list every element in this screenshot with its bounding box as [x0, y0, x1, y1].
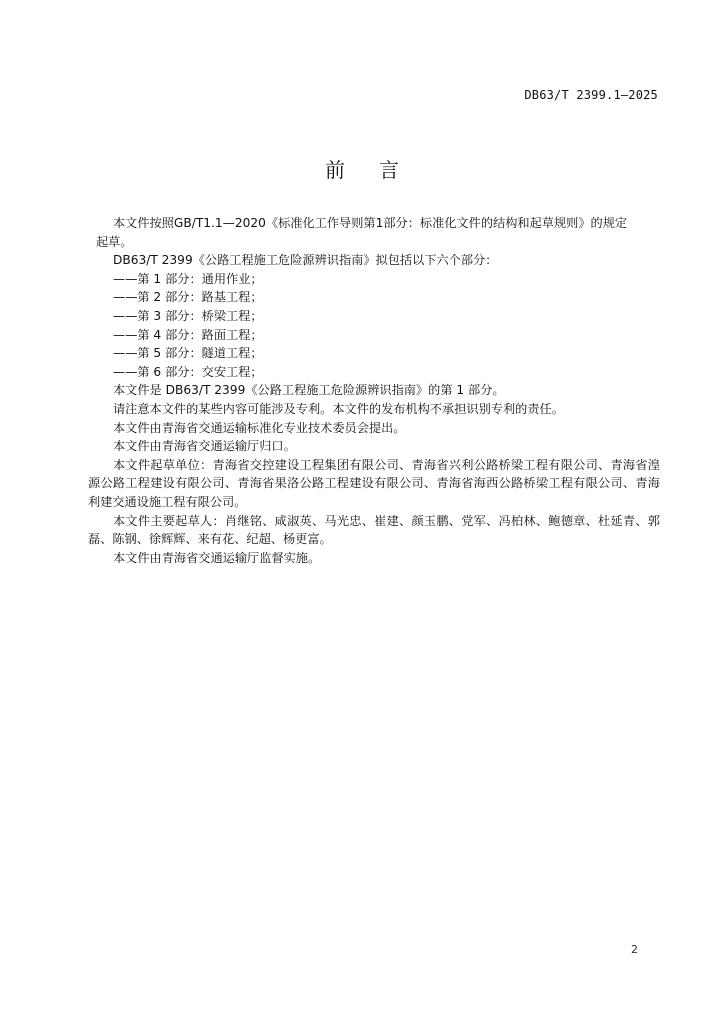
- document-id-header: DB63/T 2399.1—2025: [524, 88, 658, 102]
- paragraph-patent-notice: 请注意本文件的某些内容可能涉及专利。本文件的发布机构不承担识别专利的责任。: [113, 401, 564, 416]
- paragraph-drafting-units: 本文件起草单位：青海省交控建设工程集团有限公司、青海省兴利公路桥梁工程有限公司、青海省湟源公路工程建设有限公司、青海省果洛公路工程建设有限公司、青海省海西公路桥梁工程有限公司、青海利建交通设施工程有限公司。: [88, 457, 660, 509]
- page-title: 前言: [325, 158, 433, 182]
- paragraph-text: 本文件按照GB/T1.1—2020《标准化工作导则第1部分：标准化文件的结构和起草规则》的规定: [113, 216, 628, 230]
- list-item: ——第 1 部分：通用作业；: [113, 271, 263, 286]
- list-item: ——第 5 部分：隧道工程；: [113, 346, 263, 361]
- list-item: ——第 6 部分：交安工程；: [113, 364, 263, 379]
- list-item: ——第 3 部分：桥梁工程；: [113, 308, 263, 323]
- paragraph-drafters: 本文件主要起草人：肖继铭、咸淑英、马光忠、崔建、颜玉鹏、党军、冯柏林、鲍德章、杜延青、郭磊、陈钢、徐辉辉、来有花、纪超、杨更富。: [88, 513, 660, 547]
- paragraph-part-statement: 本文件是 DB63/T 2399《公路工程施工危险源辨识指南》的第 1 部分。: [113, 383, 505, 398]
- foreword-body: [88, 214, 660, 567]
- paragraph-proposer: 本文件由青海省交通运输标准化专业技术委员会提出。: [113, 420, 406, 435]
- paragraph-supervision: 本文件由青海省交通运输厅监督实施。: [113, 550, 321, 565]
- page-number: 2: [631, 943, 638, 956]
- list-item: ——第 4 部分：路面工程；: [113, 327, 263, 342]
- paragraph-administrator: 本文件由青海省交通运输厅归口。: [113, 439, 296, 454]
- list-item: ——第 2 部分：路基工程；: [113, 290, 263, 305]
- paragraph-continuation: 起草。: [96, 234, 133, 249]
- paragraph-drafting-rules: [88, 214, 660, 251]
- paragraph-parts-intro: DB63/T 2399《公路工程施工危险源辨识指南》拟包括以下六个部分：: [113, 253, 498, 268]
